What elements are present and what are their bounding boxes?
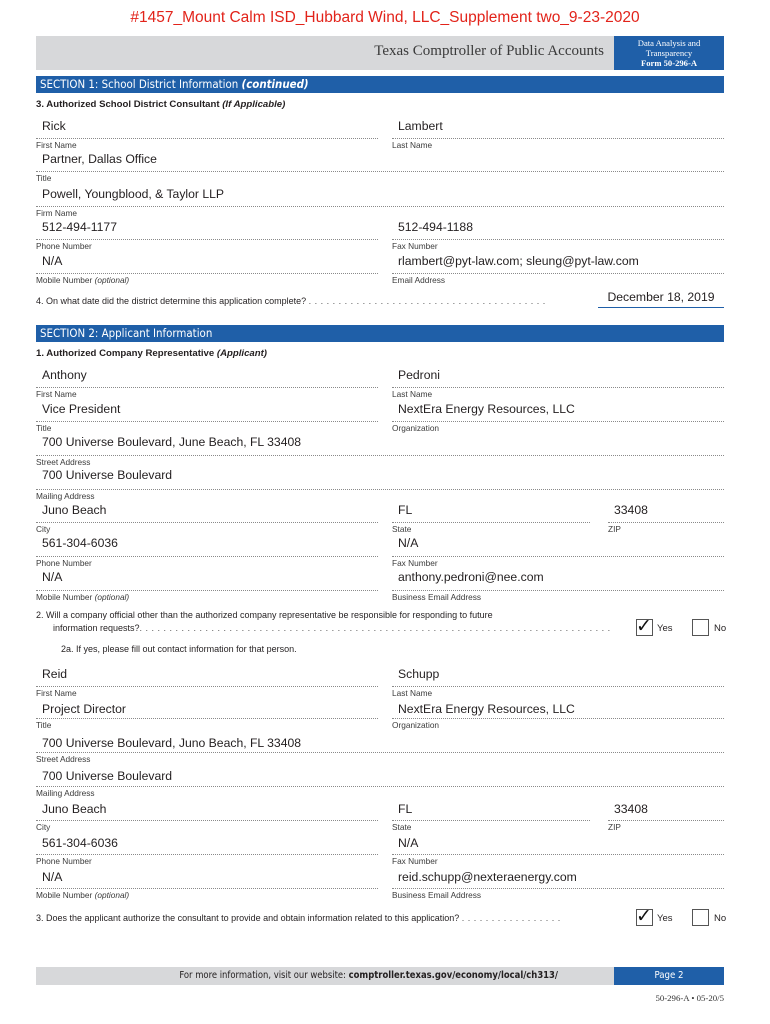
city-label: City	[36, 524, 51, 534]
rule	[36, 556, 378, 557]
mobile-label-text: Mobile Number	[36, 890, 93, 900]
question-2a: 2a. If yes, please fill out contact information for that person.	[61, 644, 297, 654]
official-phone-field[interactable]: 561-304-6036	[42, 836, 118, 850]
rule	[36, 786, 724, 787]
rep-city-field[interactable]: Juno Beach	[42, 503, 107, 517]
official-state-field[interactable]: FL	[398, 802, 413, 816]
mobile-label-text: Mobile Number	[36, 592, 93, 602]
consultant-heading-qualifier: (If Applicable)	[222, 99, 286, 110]
rule	[36, 752, 724, 753]
dept-line-2: Transparency	[645, 48, 693, 58]
optional-label: (optional)	[94, 592, 130, 602]
official-organization-field[interactable]: NextEra Energy Resources, LLC	[398, 702, 575, 716]
fax-label: Fax Number	[392, 558, 438, 568]
rule	[36, 718, 378, 719]
q2-yes-checkmark-icon: ✓	[636, 615, 652, 637]
consultant-fax-field[interactable]: 512-494-1188	[398, 220, 473, 234]
official-first-name-field[interactable]: Reid	[42, 667, 68, 681]
form-number: Form 50-296-A	[640, 58, 698, 68]
question-3-text: 3. Does the applicant authorize the consultant to provide and obtain information related to this application?	[36, 913, 462, 923]
email-label: Email Address	[392, 275, 446, 285]
q3-no-label: No	[714, 913, 727, 924]
rule	[36, 888, 378, 889]
rep-organization-field[interactable]: NextEra Energy Resources, LLC	[398, 402, 575, 416]
representative-heading-qualifier: (Applicant)	[216, 348, 268, 359]
zip-label: ZIP	[608, 524, 621, 534]
rep-phone-field[interactable]: 561-304-6036	[42, 536, 118, 550]
consultant-last-name-field[interactable]: Lambert	[398, 119, 443, 133]
q2-no-checkbox[interactable]	[692, 619, 709, 636]
rule	[608, 820, 724, 821]
q2-yes-label: Yes	[657, 623, 673, 634]
section-1-title: SECTION 1: School District Information	[40, 77, 239, 91]
rule	[36, 489, 724, 490]
form-revision: 50-296-A • 05-20/5	[655, 993, 724, 1003]
consultant-first-name-field[interactable]: Rick	[42, 119, 66, 133]
rule	[392, 854, 724, 855]
document-title: #1457_Mount Calm ISD_Hubbard Wind, LLC_Supplement two_9-23-2020	[130, 9, 640, 26]
rule	[392, 820, 590, 821]
rule	[36, 455, 724, 456]
question-2	[36, 609, 626, 635]
question-2-line-1: 2. Will a company official other than the authorized company representative be responsible for responding to future	[36, 610, 493, 620]
mailing-address-label: Mailing Address	[36, 788, 95, 798]
mobile-label	[36, 592, 129, 602]
official-city-field[interactable]: Juno Beach	[42, 802, 107, 816]
state-label: State	[392, 822, 412, 832]
rule	[36, 522, 378, 523]
q3-yes-label: Yes	[657, 913, 673, 924]
date-rule	[598, 307, 724, 308]
rep-mailing-address-field[interactable]: 700 Universe Boulevard	[42, 468, 173, 482]
fax-label: Fax Number	[392, 241, 438, 251]
representative-heading-label: 1. Authorized Company Representative	[36, 348, 215, 359]
title-label: Title	[36, 423, 52, 433]
rule	[392, 138, 724, 139]
rule	[392, 590, 724, 591]
rule	[36, 206, 724, 207]
page-number: Page 2	[614, 967, 724, 985]
organization-label: Organization	[392, 720, 440, 730]
rule	[392, 522, 590, 523]
question-4-dots: . . . . . . . . . . . . . . . . . . . . . . . . . . . . . . . . . . . . . . . .	[308, 296, 546, 306]
street-address-label: Street Address	[36, 457, 91, 467]
rule	[36, 138, 378, 139]
rep-last-name-field[interactable]: Pedroni	[398, 368, 441, 382]
rule	[392, 421, 724, 422]
agency-name: Texas Comptroller of Public Accounts	[374, 43, 604, 59]
rule	[36, 239, 378, 240]
question-4-text: 4. On what date did the district determine this application complete?	[36, 296, 309, 306]
rep-zip-field[interactable]: 33408	[614, 503, 648, 517]
city-label: City	[36, 822, 51, 832]
mobile-label-text: Mobile Number	[36, 275, 93, 285]
mobile-label	[36, 890, 129, 900]
section-1-header	[36, 76, 724, 93]
rule	[392, 273, 724, 274]
question-2-line-2	[36, 622, 626, 635]
representative-heading	[36, 348, 267, 359]
mailing-address-label: Mailing Address	[36, 491, 95, 501]
rep-state-field[interactable]: FL	[398, 503, 413, 517]
q2-no-label: No	[714, 623, 727, 634]
phone-label: Phone Number	[36, 856, 92, 866]
official-zip-field[interactable]: 33408	[614, 802, 648, 816]
rule	[36, 273, 378, 274]
rule	[36, 686, 378, 687]
last-name-label: Last Name	[392, 688, 433, 698]
organization-label: Organization	[392, 423, 440, 433]
phone-label: Phone Number	[36, 558, 92, 568]
footer-bar	[36, 967, 614, 985]
first-name-label: First Name	[36, 688, 77, 698]
dept-line-1: Data Analysis and	[637, 38, 701, 48]
first-name-label: First Name	[36, 389, 77, 399]
first-name-label: First Name	[36, 140, 77, 150]
rep-first-name-field[interactable]: Anthony	[42, 368, 87, 382]
footer-website-link[interactable]: comptroller.texas.gov/economy/local/ch313/	[348, 970, 558, 981]
rule	[392, 387, 724, 388]
question-3-dots: . . . . . . . . . . . . . . . . .	[461, 913, 561, 923]
consultant-phone-field[interactable]: 512-494-1177	[42, 220, 117, 234]
fax-label: Fax Number	[392, 856, 438, 866]
rule	[36, 387, 378, 388]
rep-title-field[interactable]: Vice President	[42, 402, 121, 416]
official-last-name-field[interactable]: Schupp	[398, 667, 440, 681]
business-email-label: Business Email Address	[392, 890, 482, 900]
last-name-label: Last Name	[392, 140, 433, 150]
rule	[392, 718, 724, 719]
consultant-title-field[interactable]: Partner, Dallas Office	[42, 152, 157, 166]
consultant-heading	[36, 99, 285, 110]
business-email-label: Business Email Address	[392, 592, 482, 602]
q3-no-checkbox[interactable]	[692, 909, 709, 926]
title-label: Title	[36, 173, 52, 183]
section-2-title: SECTION 2: Applicant Information	[40, 326, 213, 340]
mobile-label	[36, 275, 129, 285]
rule	[36, 421, 378, 422]
consultant-firm-field[interactable]: Powell, Youngblood, & Taylor LLP	[42, 187, 225, 201]
rep-email-field[interactable]: anthony.pedroni@nee.com	[398, 570, 544, 584]
rule	[392, 888, 724, 889]
question-2-line-2-text: information requests?	[53, 623, 140, 633]
consultant-heading-label: 3. Authorized School District Consultant	[36, 99, 220, 110]
last-name-label: Last Name	[392, 389, 433, 399]
official-fax-field[interactable]: N/A	[398, 836, 419, 850]
official-email-field[interactable]: reid.schupp@nexteraenergy.com	[398, 870, 577, 884]
section-2-header	[36, 325, 724, 342]
rep-fax-field[interactable]: N/A	[398, 536, 419, 550]
phone-label: Phone Number	[36, 241, 92, 251]
street-address-label: Street Address	[36, 754, 91, 764]
rule	[36, 171, 724, 172]
rule	[36, 854, 378, 855]
rule	[36, 590, 378, 591]
question-2-dots: . . . . . . . . . . . . . . . . . . . . . . . . . . . . . . . . . . . . . . . . . . . . . . . . . . . . . . . . . . . . . . . . . . . . . . . . . . . . . . .	[139, 623, 611, 633]
rule	[36, 820, 378, 821]
official-street-address-field[interactable]: 700 Universe Boulevard, Juno Beach, FL 33408	[42, 736, 302, 750]
optional-label: (optional)	[94, 890, 130, 900]
rule	[392, 239, 724, 240]
title-label: Title	[36, 720, 52, 730]
state-label: State	[392, 524, 412, 534]
completion-date-field[interactable]: December 18, 2019	[607, 290, 715, 304]
question-3	[36, 912, 561, 925]
q3-yes-checkmark-icon: ✓	[636, 905, 652, 927]
rep-mobile-field[interactable]: N/A	[42, 570, 63, 584]
consultant-mobile-field[interactable]: N/A	[42, 254, 63, 268]
footer-info-text: For more information, visit our website:	[179, 970, 349, 981]
question-4	[36, 295, 546, 308]
rep-street-address-field[interactable]: 700 Universe Boulevard, June Beach, FL 33408	[42, 435, 302, 449]
official-mobile-field[interactable]: N/A	[42, 870, 63, 884]
header-form-box	[614, 36, 724, 70]
rule	[608, 522, 724, 523]
optional-label: (optional)	[94, 275, 130, 285]
section-1-continued: (continued)	[241, 77, 309, 91]
rule	[392, 556, 724, 557]
official-mailing-address-field[interactable]: 700 Universe Boulevard	[42, 769, 173, 783]
consultant-email-field[interactable]: rlambert@pyt-law.com; sleung@pyt-law.com	[398, 254, 639, 268]
rule	[392, 686, 724, 687]
official-title-field[interactable]: Project Director	[42, 702, 126, 716]
zip-label: ZIP	[608, 822, 621, 832]
firm-name-label: Firm Name	[36, 208, 78, 218]
